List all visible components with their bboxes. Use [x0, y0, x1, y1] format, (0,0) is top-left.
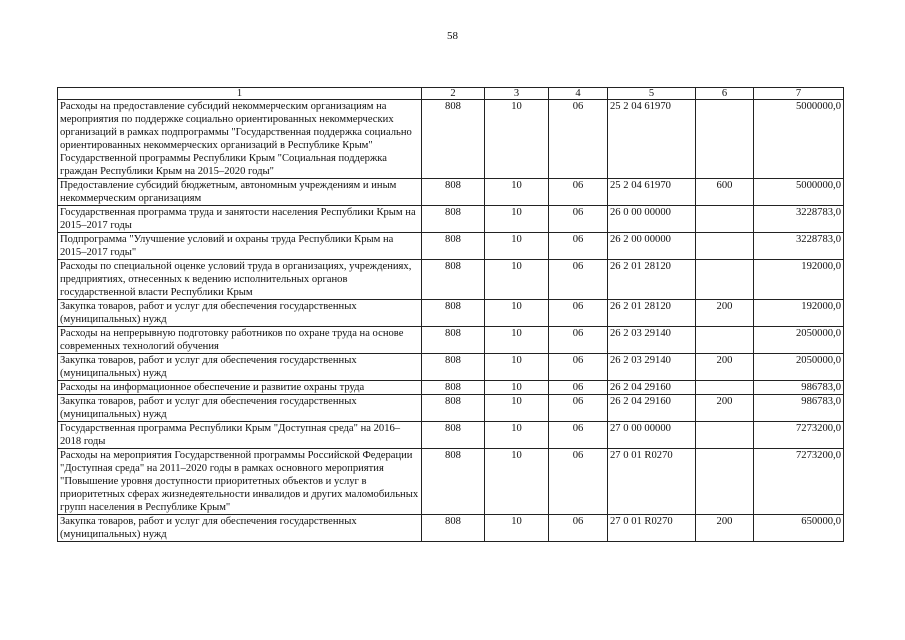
row-col-5: 26 2 00 00000 — [608, 233, 696, 260]
row-name: Расходы на информационное обеспечение и развитие охраны труда — [58, 381, 422, 395]
row-col-2: 808 — [422, 354, 485, 381]
row-col-6 — [696, 422, 754, 449]
row-col-6 — [696, 206, 754, 233]
table-row — [58, 179, 844, 206]
row-col-3: 10 — [485, 179, 549, 206]
row-amount: 3228783,0 — [754, 206, 844, 233]
row-name: Расходы на непрерывную подготовку работников по охране труда на основе современных технологий обучения — [58, 327, 422, 354]
row-col-3: 10 — [485, 422, 549, 449]
row-col-3: 10 — [485, 300, 549, 327]
row-col-5: 26 2 04 29160 — [608, 381, 696, 395]
header-col-2: 2 — [422, 88, 485, 100]
row-col-2: 808 — [422, 395, 485, 422]
row-col-6 — [696, 381, 754, 395]
row-col-2: 808 — [422, 179, 485, 206]
row-col-6 — [696, 449, 754, 515]
row-name: Государственная программа Республики Крым "Доступная среда" на 2016–2018 годы — [58, 422, 422, 449]
page-number: 58 — [447, 30, 458, 42]
row-col-4: 06 — [549, 515, 608, 542]
header-col-1: 1 — [58, 88, 422, 100]
row-col-6: 600 — [696, 179, 754, 206]
row-col-3: 10 — [485, 515, 549, 542]
row-col-4: 06 — [549, 260, 608, 300]
header-col-5: 5 — [608, 88, 696, 100]
row-col-4: 06 — [549, 327, 608, 354]
row-col-2: 808 — [422, 300, 485, 327]
table-row — [58, 260, 844, 300]
table-row — [58, 233, 844, 260]
row-col-6: 200 — [696, 515, 754, 542]
row-col-2: 808 — [422, 100, 485, 179]
header-col-6: 6 — [696, 88, 754, 100]
row-col-3: 10 — [485, 233, 549, 260]
row-col-6: 200 — [696, 354, 754, 381]
row-col-3: 10 — [485, 327, 549, 354]
row-col-4: 06 — [549, 381, 608, 395]
header-col-3: 3 — [485, 88, 549, 100]
row-col-3: 10 — [485, 354, 549, 381]
row-col-2: 808 — [422, 260, 485, 300]
row-col-6 — [696, 260, 754, 300]
row-col-5: 26 2 04 29160 — [608, 395, 696, 422]
row-col-6: 200 — [696, 395, 754, 422]
header-row — [58, 88, 844, 100]
row-col-3: 10 — [485, 381, 549, 395]
row-name: Закупка товаров, работ и услуг для обеспечения государственных (муниципальных) нужд — [58, 515, 422, 542]
row-col-6 — [696, 327, 754, 354]
row-col-6 — [696, 100, 754, 179]
row-name: Закупка товаров, работ и услуг для обеспечения государственных (муниципальных) нужд — [58, 300, 422, 327]
table-row — [58, 300, 844, 327]
row-col-5: 26 2 01 28120 — [608, 300, 696, 327]
row-col-4: 06 — [549, 233, 608, 260]
row-col-5: 26 2 03 29140 — [608, 327, 696, 354]
table-row — [58, 515, 844, 542]
row-col-3: 10 — [485, 206, 549, 233]
row-amount: 7273200,0 — [754, 422, 844, 449]
row-col-4: 06 — [549, 354, 608, 381]
row-amount: 986783,0 — [754, 395, 844, 422]
row-col-5: 25 2 04 61970 — [608, 179, 696, 206]
table-row — [58, 327, 844, 354]
row-col-2: 808 — [422, 206, 485, 233]
row-col-5: 27 0 01 R0270 — [608, 515, 696, 542]
header-col-4: 4 — [549, 88, 608, 100]
row-col-4: 06 — [549, 206, 608, 233]
row-amount: 192000,0 — [754, 260, 844, 300]
row-name: Государственная программа труда и занятости населения Республики Крым на 2015–2017 годы — [58, 206, 422, 233]
row-col-5: 25 2 04 61970 — [608, 100, 696, 179]
header-col-7: 7 — [754, 88, 844, 100]
row-name: Расходы на мероприятия Государственной программы Российской Федерации "Доступная среда" на 2011–2020 годы в рамках основного мероприятия "Повышение уровня доступности приоритетных объектов и услуг в приоритетных сферах жизнедеятельности инвалидов и других маломобильных групп населения в Республике Крым" — [58, 449, 422, 515]
row-col-6 — [696, 233, 754, 260]
table-row — [58, 354, 844, 381]
row-col-5: 26 2 01 28120 — [608, 260, 696, 300]
budget-table — [57, 87, 844, 542]
row-amount: 2050000,0 — [754, 327, 844, 354]
row-col-4: 06 — [549, 422, 608, 449]
row-col-3: 10 — [485, 260, 549, 300]
table-row — [58, 449, 844, 515]
row-amount: 192000,0 — [754, 300, 844, 327]
row-col-5: 27 0 00 00000 — [608, 422, 696, 449]
row-col-4: 06 — [549, 100, 608, 179]
row-col-2: 808 — [422, 449, 485, 515]
row-col-2: 808 — [422, 515, 485, 542]
row-col-5: 26 2 03 29140 — [608, 354, 696, 381]
row-amount: 650000,0 — [754, 515, 844, 542]
table-row — [58, 381, 844, 395]
row-col-4: 06 — [549, 179, 608, 206]
row-col-4: 06 — [549, 300, 608, 327]
row-amount: 5000000,0 — [754, 100, 844, 179]
row-amount: 2050000,0 — [754, 354, 844, 381]
table-row — [58, 206, 844, 233]
row-col-5: 27 0 01 R0270 — [608, 449, 696, 515]
row-name: Закупка товаров, работ и услуг для обеспечения государственных (муниципальных) нужд — [58, 395, 422, 422]
row-col-2: 808 — [422, 381, 485, 395]
row-col-5: 26 0 00 00000 — [608, 206, 696, 233]
row-col-2: 808 — [422, 233, 485, 260]
row-name: Предоставление субсидий бюджетным, автономным учреждениям и иным некоммерческим организациям — [58, 179, 422, 206]
table-row — [58, 395, 844, 422]
row-col-2: 808 — [422, 422, 485, 449]
row-col-2: 808 — [422, 327, 485, 354]
table-row — [58, 422, 844, 449]
row-col-3: 10 — [485, 100, 549, 179]
row-col-4: 06 — [549, 395, 608, 422]
row-amount: 5000000,0 — [754, 179, 844, 206]
row-amount: 7273200,0 — [754, 449, 844, 515]
row-col-6: 200 — [696, 300, 754, 327]
row-name: Расходы по специальной оценке условий труда в организациях, учреждениях, предприятиях, отнесенных к ведению исполнительных органов государственной власти Республики Крым — [58, 260, 422, 300]
row-col-4: 06 — [549, 449, 608, 515]
table-row — [58, 100, 844, 179]
row-name: Расходы на предоставление субсидий некоммерческим организациям на мероприятия по поддержке социально ориентированных некоммерческих организаций в рамках подпрограммы "Государственная поддержка социально ориентированных некоммерческих организаций в Республике Крым" Государственной программы Республики Крым "Социальная поддержка граждан Республики Крым на 2015–2020 годы" — [58, 100, 422, 179]
row-col-3: 10 — [485, 449, 549, 515]
row-name: Подпрограмма "Улучшение условий и охраны труда Республики Крым на 2015–2017 годы" — [58, 233, 422, 260]
row-name: Закупка товаров, работ и услуг для обеспечения государственных (муниципальных) нужд — [58, 354, 422, 381]
row-amount: 986783,0 — [754, 381, 844, 395]
row-col-3: 10 — [485, 395, 549, 422]
row-amount: 3228783,0 — [754, 233, 844, 260]
